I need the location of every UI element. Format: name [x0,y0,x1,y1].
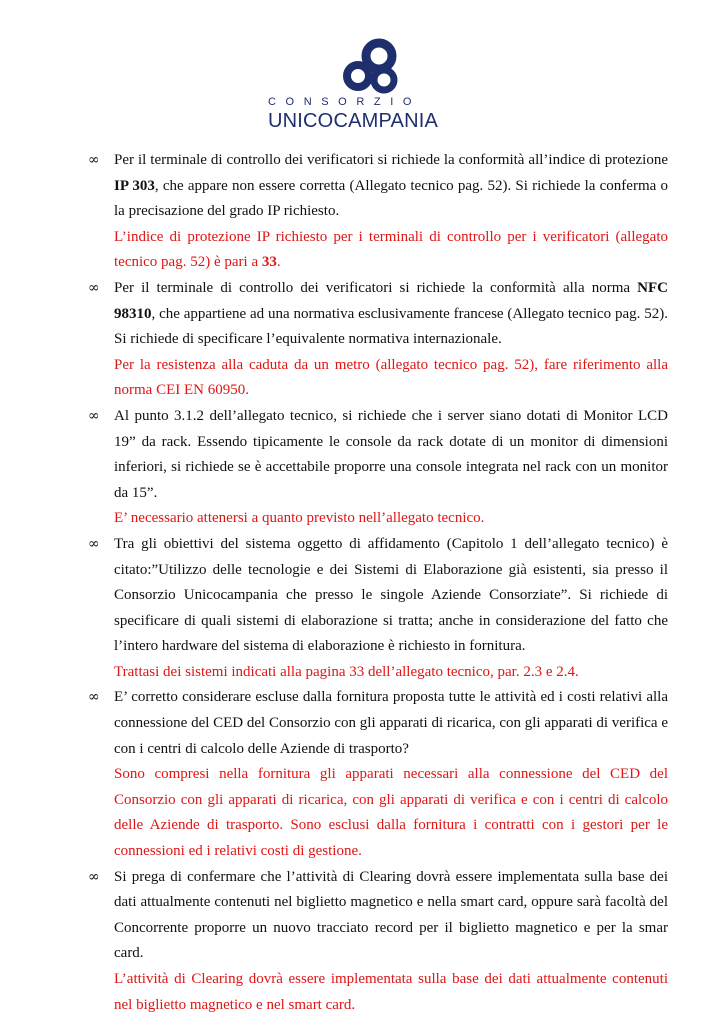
faq-item [88,865,668,1019]
question-text: Tra gli obiettivi del sistema oggetto di affidamento (Capitolo 1 dell’allegato tecnico) è citato:”Utilizzo delle tecnologie e dei Sistemi di Elaborazione già esistenti, sia presso il Consorzio Unicocampania che presso le singole Aziende Consorziate”. Si richiede di specificare di quali sistemi di elaborazione si tratta; anche in considerazione del fatto che l’intero hardware del sistema di elaborazione è richiesto in fornitura. [114,535,668,655]
answer-text: Trattasi dei sistemi indicati alla pagina 33 dell’allegato tecnico, par. 2.3 e 2.4. [114,663,579,680]
bullet-icon: ∞ [88,689,100,706]
question-text: Si prega di confermare che l’attività di Clearing dovrà essere implementata sulla base dei dati attualmente contenuti nel biglietto magnetico e nella smart card, oppure sarà facoltà del Concorrente proporre un nuovo tracciato record per il biglietto magnetico e per la smar card. [114,868,668,962]
faq-item [88,148,668,276]
answer-text: E’ necessario attenersi a quanto previsto nell’allegato tecnico. [114,510,485,527]
faq-item [88,404,668,532]
question-text: Per il terminale di controllo dei verificatori si richiede la conformità alla norma NFC 98310, che appartiene ad una normativa esclusivamente francese (Allegato tecnico pag. 52). Si richiede di specificare l’equivalente normativa internazionale. [114,279,668,348]
faq-item [88,685,668,864]
logo-text-consorzio: CONSORZIO [268,96,422,108]
consorzio-logo [268,38,468,138]
question-text: Per il terminale di controllo dei verificatori si richiede la conformità all’indice di protezione IP 303, che appare non essere corretta (Allegato tecnico pag. 52). Si richiede la conferma o la precisazione del grado IP richiesto. [114,152,668,220]
answer-text: L’attività di Clearing dovrà essere implementata sulla base dei dati attualmente contenuti nel biglietto magnetico e nel smart card. [114,971,668,1013]
bullet-icon: ∞ [88,535,100,552]
answer-text: Sono compresi nella fornitura gli apparati necessari alla connessione del CED del Consorzio con gli apparati di ricarica, con gli apparati di verifica e con i centri di calcolo delle Aziende di trasporto. Sono esclusi dalla fornitura i contratti con i gestori per le connessioni ed i relativi costi di gestione. [114,766,668,860]
answer-text: Per la resistenza alla caduta da un metro (allegato tecnico pag. 52), fare riferimento alla norma CEI EN 60950. [114,356,668,399]
answer-text: L’indice di protezione IP richiesto per i terminali di controllo per i verificatori (allegato tecnico pag. 52) è pari a 33. [114,228,668,271]
logo-text-unicocampania: UNICOCAMPANIA [268,110,439,132]
bullet-icon: ∞ [88,407,100,424]
bullet-icon: ∞ [88,868,100,885]
bullet-icon: ∞ [88,152,100,168]
rings-logo-icon [326,38,410,96]
faq-item [88,276,668,404]
question-text: Al punto 3.1.2 dell’allegato tecnico, si richiede che i server siano dotati di Monitor LCD 19” da rack. Essendo tipicamente le console da rack dotate di un monitor di dimensioni inferiori, si richiede se è accettabile proporre una console integrata nel rack con un monitor da 15”. [114,407,668,501]
question-text: E’ corretto considerare escluse dalla fornitura proposta tutte le attività ed i costi relativi alla connessione del CED del Consorzio con gli apparati di ricarica, con gli apparati di verifica e con i centri di calcolo delle Aziende di trasporto? [114,689,668,757]
bullet-icon: ∞ [88,279,100,296]
faq-item [88,532,668,686]
faq-list [88,148,668,1018]
